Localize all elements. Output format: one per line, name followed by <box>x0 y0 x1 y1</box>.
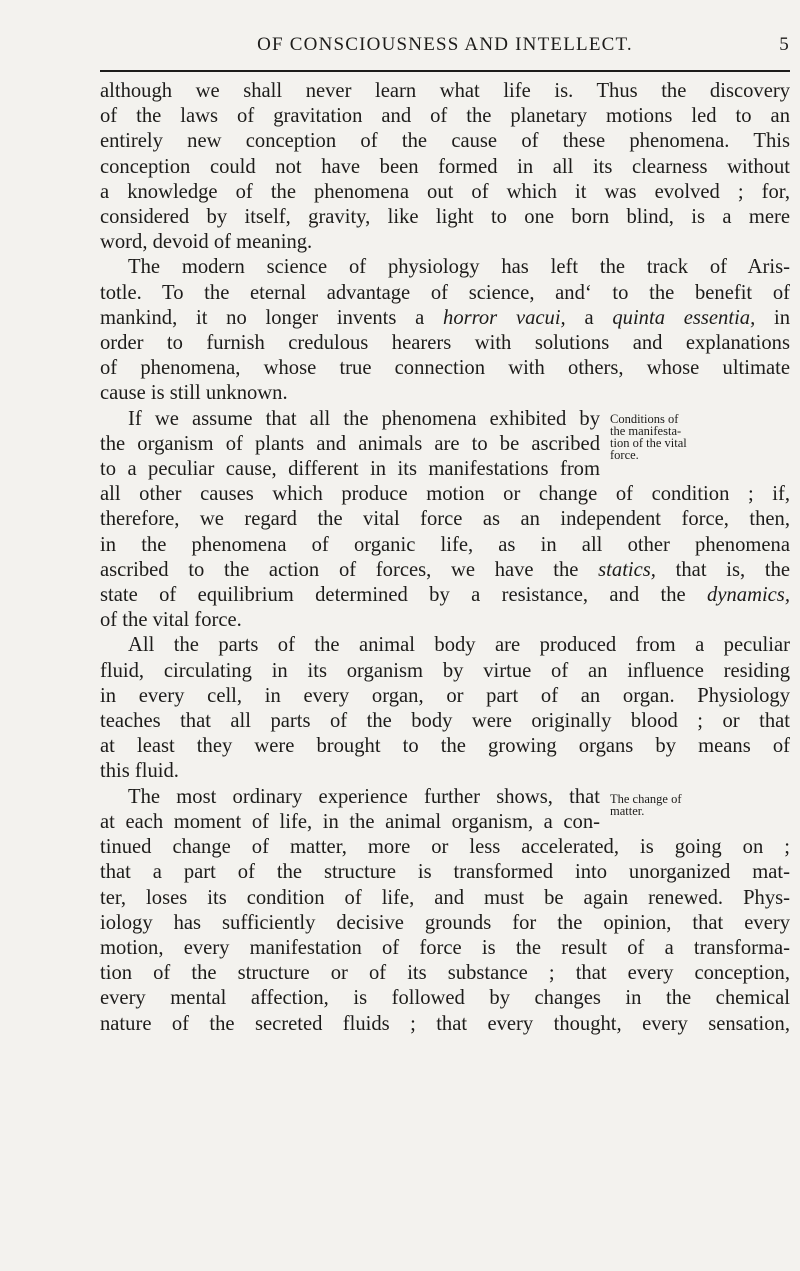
text-line-mixed <box>100 306 790 331</box>
text-line: The modern science of physiology has left the track of Aris- <box>128 256 790 279</box>
text-run: state of equilibrium determined by a resistance, and the <box>100 584 686 607</box>
text-run: in <box>755 306 791 329</box>
sidenote-line: tion of the vital <box>610 435 687 450</box>
paragraph-4 <box>100 633 790 784</box>
sidenote-line: The change of <box>610 791 682 806</box>
text-run: that is, the <box>655 558 791 581</box>
italic-term: statics, <box>598 558 656 581</box>
paragraph-1 <box>100 79 790 255</box>
text-line: tinued change of matter, more or less accelerated, is going on ; <box>100 836 790 859</box>
text-line-mixed <box>100 558 790 583</box>
text-line: iology has sufficiently decisive grounds for the opinion, that every <box>100 911 790 934</box>
running-head <box>100 34 790 56</box>
text-run: ascribed to the action of forces, we have the <box>100 558 579 581</box>
text-line: entirely new conception of the cause of these phenomena. This <box>100 130 790 153</box>
text-line: tion of the structure or of its substance ; that every conception, <box>100 962 790 985</box>
text-line: this fluid. <box>100 760 179 783</box>
text-line: If we assume that all the phenomena exhibited by <box>128 407 600 430</box>
sidenote-line: the manifesta- <box>610 423 682 438</box>
text-line: therefore, we regard the vital force as an independent force, then, <box>100 508 790 531</box>
italic-term: dynamics, <box>707 584 790 607</box>
page-number: 5 <box>779 34 790 55</box>
paragraph-3 <box>100 407 790 634</box>
text-run: mankind, it no longer invents a <box>100 306 425 329</box>
text-line: although we shall never learn what life is. Thus the discovery <box>100 80 790 102</box>
italic-term: quinta essentia, <box>612 306 756 329</box>
paragraph-2 <box>100 255 790 406</box>
text-line: conception could not have been formed in all its clearness without <box>100 155 790 178</box>
text-line: considered by itself, gravity, like light to one born blind, is a mere <box>100 206 790 229</box>
sidenote-change-of-matter <box>610 793 706 817</box>
text-line: in the phenomena of organic life, as in all other phenomena <box>100 533 790 556</box>
text-line: a knowledge of the phenomena out of which it was evolved ; for, <box>100 180 790 203</box>
text-line: that a part of the structure is transformed into unorganized mat- <box>100 861 790 884</box>
text-line: cause is still unknown. <box>100 382 288 405</box>
text-line: in every cell, in every organ, or part of an organ. Physiology <box>100 684 790 707</box>
text-line: of the vital force. <box>100 609 242 632</box>
text-line: of the laws of gravitation and of the planetary motions led to an <box>100 105 790 128</box>
text-line: teaches that all parts of the body were originally blood ; or that <box>100 710 790 733</box>
italic-term: horror vacui, <box>443 306 566 329</box>
paragraph-5 <box>100 785 790 1037</box>
sidenote-line: force. <box>610 447 639 462</box>
text-line: to a peculiar cause, different in its manifestations from <box>100 458 600 481</box>
text-line: every mental affection, is followed by changes in the chemical <box>100 987 790 1010</box>
sidenote-line: Conditions of <box>610 411 679 426</box>
sidenote-line: matter. <box>610 803 645 818</box>
header-rule <box>100 70 790 72</box>
body-text <box>100 79 790 1037</box>
text-line: The most ordinary experience further shows, that <box>128 785 600 808</box>
text-run: a <box>565 306 613 329</box>
text-line: of phenomena, whose true connection with others, whose ultimate <box>100 357 790 380</box>
text-line: at each moment of life, in the animal organism, a con- <box>100 810 600 833</box>
text-line: totle. To the eternal advantage of science, and‘ to the benefit of <box>100 281 790 304</box>
text-line: fluid, circulating in its organism by virtue of an influence residing <box>100 659 790 682</box>
text-line: All the parts of the animal body are produced from a peculiar <box>128 634 790 657</box>
text-line-mixed <box>100 583 790 608</box>
sidenote-conditions <box>610 413 706 461</box>
text-line: all other causes which produce motion or change of condition ; if, <box>100 483 790 506</box>
text-line: the organism of plants and animals are to be ascribed <box>100 432 600 455</box>
text-line: word, devoid of meaning. <box>100 231 313 254</box>
text-line: nature of the secreted fluids ; that every thought, every sensation, <box>100 1012 790 1035</box>
text-line: at least they were brought to the growing organs by means of <box>100 735 790 758</box>
text-line: order to furnish credulous hearers with solutions and explanations <box>100 332 790 355</box>
running-head-title: OF CONSCIOUSNESS AND INTELLECT. <box>257 34 633 55</box>
text-line: motion, every manifestation of force is the result of a transforma- <box>100 936 790 959</box>
text-line: ter, loses its condition of life, and must be again renewed. Phys- <box>100 886 790 909</box>
